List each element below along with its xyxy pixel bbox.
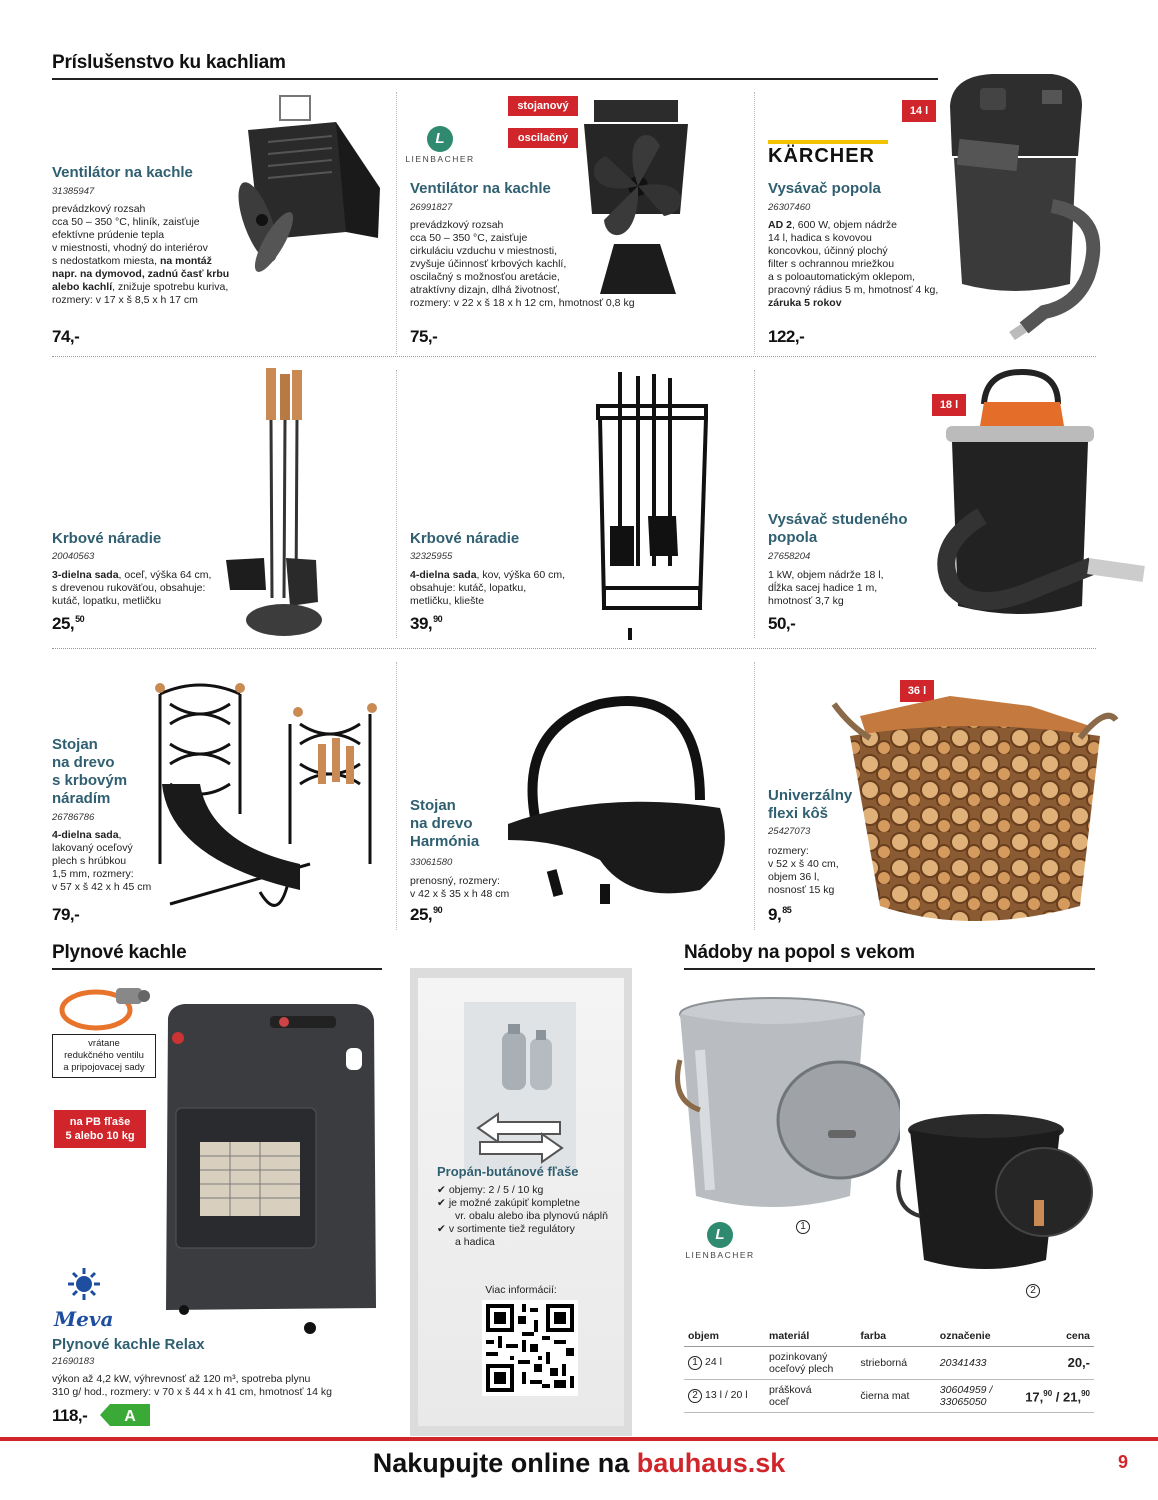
meva-logo bbox=[52, 1268, 120, 1334]
tag-standing: stojanový bbox=[508, 96, 578, 116]
product-title: Vysávač popola bbox=[768, 180, 881, 197]
product-code: 26786786 bbox=[52, 812, 95, 823]
column-divider bbox=[396, 662, 397, 930]
footer-accent-bar bbox=[0, 1437, 1158, 1441]
column-header: cena bbox=[1021, 1326, 1094, 1347]
energy-class-badge bbox=[100, 1404, 150, 1426]
lienbacher-logo: L LIENBACHER bbox=[400, 126, 480, 164]
included-regulator-note: vrátane redukčného ventilu a pripojovacej sady bbox=[52, 1034, 156, 1078]
product-description: AD 2, 600 W, objem nádrže 14 l, hadica s kovovou koncovkou, účinný plochý filter s ochrannou mriežkou a s poloautomatickým oklepom, pracovný rádius 5 m, hmotnosť 4 kg, záruka 5 rokov bbox=[768, 219, 939, 309]
more-info-label: Viac informácií: bbox=[485, 1284, 557, 1296]
product-description: výkon až 4,2 kW, výhrevnosť až 120 m³, spotreba plynu 310 g/ hod., rozmery: v 70 x š 44 x h 41 cm, hmotnosť 14 kg bbox=[52, 1373, 332, 1398]
product-description: prevádzkový rozsah cca 50 – 350 °C, hliník, zaisťuje efektívne prúdenie tepla v miestnosti, vhodný do interiérov s nedostatkom miesta, na montáž napr. na dymovod, zadnú časť krbu alebo kachlí, znižuje spotrebu kuriva, rozmery: v 17 x š 8,5 x h 17 cm bbox=[52, 203, 230, 306]
product-code: 20040563 bbox=[52, 551, 95, 562]
svg-text:A: A bbox=[124, 1408, 136, 1425]
product-price: 122,- bbox=[768, 327, 805, 346]
row-divider bbox=[52, 648, 1096, 649]
svg-text:Meva: Meva bbox=[54, 1307, 114, 1331]
section-rule bbox=[684, 968, 1095, 970]
volume-badge: 18 l bbox=[932, 394, 966, 416]
table-row: 2 13 l / 20 l prášková oceľ čierna mat 30604959 / 33065050 17,90 / 21,90 bbox=[684, 1380, 1094, 1413]
regulator-hose-image bbox=[56, 980, 156, 1036]
ash-bins-table bbox=[684, 1326, 1094, 1413]
fireplace-tools-4pc-image bbox=[590, 366, 710, 642]
section-rule bbox=[52, 968, 382, 970]
black-ash-bucket-image bbox=[896, 1100, 1096, 1280]
product-price: 25,50 bbox=[52, 614, 85, 633]
product-price: 74,- bbox=[52, 327, 80, 346]
product-description: 1 kW, objem nádrže 18 l, dĺžka sacej hadice 1 m, hmotnosť 3,7 kg bbox=[768, 569, 884, 607]
product-description: prevádzkový rozsah cca 50 – 350 °C, zaisťuje cirkuláciu vzduchu v miestnosti, zvyšuje účinnosť krbových kachlí, oscilačný s možnosťou aretácie, atraktívny dizajn, dlhá životnosť, rozmery: v 22 x š 18 x h 12 cm, hmotnosť 0,8 kg bbox=[410, 219, 635, 309]
section-title-gas-heaters: Plynové kachle bbox=[52, 942, 187, 963]
column-header: objem bbox=[684, 1326, 765, 1347]
lienbacher-logo: L LIENBACHER bbox=[680, 1222, 760, 1260]
product-code: 25427073 bbox=[768, 826, 811, 837]
product-price: 79,- bbox=[52, 905, 80, 924]
tag-oscillating: oscilačný bbox=[508, 128, 578, 148]
section-title-ash-bins: Nádoby na popol s vekom bbox=[684, 942, 915, 963]
product-code: 26991827 bbox=[410, 202, 453, 213]
product-title: Stojan na drevo Harmónia bbox=[410, 797, 480, 850]
product-code: 26307460 bbox=[768, 202, 811, 213]
gas-bottle-exchange-icon bbox=[464, 1002, 576, 1170]
product-title: Ventilátor na kachle bbox=[410, 180, 551, 197]
product-price: 9,85 bbox=[768, 905, 792, 924]
gas-bottle-info-box bbox=[410, 968, 632, 1436]
product-code: 32325955 bbox=[410, 551, 453, 562]
product-title: Krbové náradie bbox=[52, 530, 162, 547]
qr-code-icon[interactable] bbox=[482, 1300, 578, 1396]
page-number: 9 bbox=[1118, 1452, 1129, 1472]
row-divider bbox=[52, 356, 1096, 357]
product-title: Ventilátor na kachle bbox=[52, 164, 193, 181]
product-title: Vysávač studeného popola bbox=[768, 511, 908, 546]
volume-badge: 14 l bbox=[902, 100, 936, 122]
footer-banner: Nakupujte online na bauhaus.sk bbox=[372, 1448, 786, 1478]
product-code: 31385947 bbox=[52, 186, 95, 197]
karcher-logo: KÄRCHER bbox=[768, 140, 888, 168]
section-title-accessories: Príslušenstvo ku kachliam bbox=[52, 52, 286, 73]
product-price: 118,- bbox=[52, 1406, 88, 1425]
item-marker-2: 2 bbox=[1026, 1280, 1043, 1298]
column-header: označenie bbox=[936, 1326, 1021, 1347]
table-row: 1 24 l pozinkovaný oceľový plech strieborná 20341433 20,- bbox=[684, 1347, 1094, 1380]
product-title: Stojan na drevo s krbovým náradím bbox=[52, 736, 128, 807]
gas-heater-image bbox=[160, 998, 382, 1338]
info-list: ✔ objemy: 2 / 5 / 10 kg ✔ je možné zakúpiť kompletne vr. obalu alebo iba plynovú náplň ✔ v sortimente tiež regulátory a hadica bbox=[437, 1184, 608, 1248]
product-description: 3-dielna sada, oceľ, výška 64 cm, s drevenou rukoväťou, obsahuje: kutáč, lopatku, metličku bbox=[52, 569, 212, 607]
product-code: 21690183 bbox=[52, 1356, 95, 1367]
product-price: 50,- bbox=[768, 614, 796, 633]
product-title: Univerzálny flexi kôš bbox=[768, 787, 853, 822]
product-description: 4-dielna sada, lakovaný oceľový plech s hrúbkou 1,5 mm, rozmery: v 57 x š 42 x h 45 cm bbox=[52, 829, 152, 893]
product-description: 4-dielna sada, kov, výška 60 cm, obsahuje: kutáč, lopatku, metličku, kliešte bbox=[410, 569, 566, 607]
product-price: 39,90 bbox=[410, 614, 443, 633]
column-divider bbox=[754, 662, 755, 930]
product-title: Krbové náradie bbox=[410, 530, 520, 547]
column-divider bbox=[754, 92, 755, 354]
product-description: rozmery: v 52 x š 40 cm, objem 36 l, nosnosť 15 kg bbox=[768, 845, 839, 896]
column-divider bbox=[396, 92, 397, 354]
galvanized-ash-bucket-image bbox=[670, 990, 900, 1220]
product-price: 25,90 bbox=[410, 905, 443, 924]
info-title: Propán-butánové fľaše bbox=[437, 1164, 579, 1179]
product-code: 27658204 bbox=[768, 551, 811, 562]
section-rule bbox=[52, 78, 938, 80]
volume-badge: 36 l bbox=[900, 680, 934, 702]
product-code: 33061580 bbox=[410, 857, 453, 868]
item-marker-1: 1 bbox=[796, 1216, 813, 1234]
product-description: prenosný, rozmery: v 42 x š 35 x h 48 cm bbox=[410, 875, 510, 900]
column-header: materiál bbox=[765, 1326, 856, 1347]
website-link[interactable]: bauhaus.sk bbox=[636, 1448, 786, 1478]
pb-bottle-badge: na PB fľaše 5 alebo 10 kg bbox=[54, 1110, 146, 1148]
product-title: Plynové kachle Relax bbox=[52, 1336, 205, 1353]
flexi-basket-image bbox=[830, 676, 1120, 936]
column-header: farba bbox=[856, 1326, 935, 1347]
column-divider bbox=[754, 370, 755, 638]
product-price: 75,- bbox=[410, 327, 438, 346]
column-divider bbox=[396, 370, 397, 638]
